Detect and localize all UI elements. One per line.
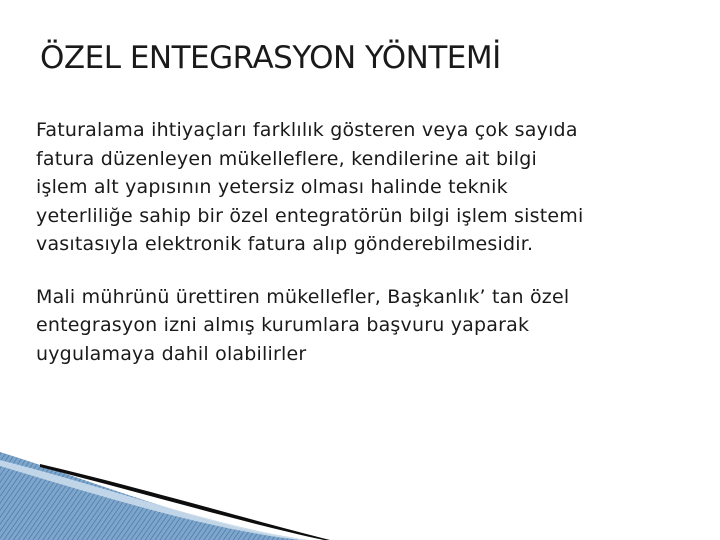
slide-title: ÖZEL ENTEGRASYON YÖNTEMİ	[40, 40, 501, 76]
bullet-item	[36, 283, 706, 369]
bullet-text: Mali mührünü ürettiren mükellefler, Başkanlık’ tan özel entegrasyon izni almış kurumlara başvuru yaparak uygulamaya dahil olabilirler	[36, 285, 570, 365]
bullet-item	[36, 116, 706, 259]
bullet-text: Faturalama ihtiyaçları farklılık gösteren veya çok sayıda fatura düzenleyen mükelleflere, kendilerine ait bilgi işlem alt yapısının yetersiz olması halinde teknik yeterliliğe sahip bir özel entegratörün bilgi işlem sistemi vasıtasıyla elektronik fatura alıp gönderebilmesidir.	[36, 119, 584, 255]
slide-body	[36, 116, 706, 368]
decorative-corner-swoosh	[0, 440, 720, 540]
